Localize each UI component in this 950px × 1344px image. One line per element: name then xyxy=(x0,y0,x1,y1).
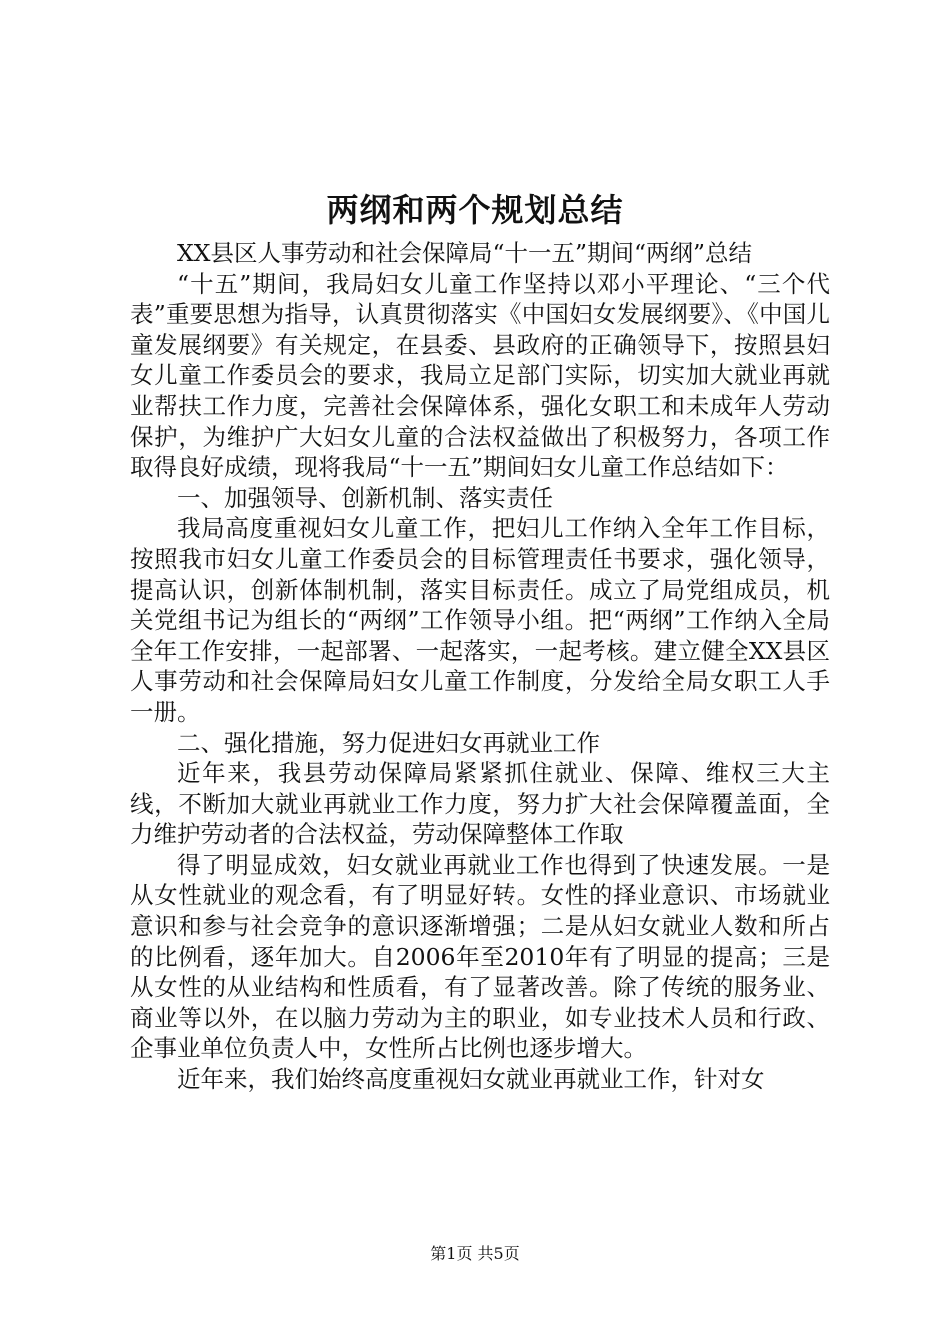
document-title: 两纲和两个规划总结 xyxy=(326,191,624,229)
section-2-paragraph-2: 得了明显成效，妇女就业再就业工作也得到了快速发展。一是从女性就业的观念看，有了明显好转。女性的择业意识、市场就业意识和参与社会竞争的意识逐渐增强；二是从妇女就业人数和所占的比例看，逐年加大。自2006年至2010年有了明显的提高；三是从女性的从业结构和性质看，有了显著改善。除了传统的服务业、商业等以外，在以脑力劳动为主的职业，如专业技术人员和行政、企事业单位负责人中，女性所占比例也逐步增大。 xyxy=(130,850,830,1063)
page-footer: 第1页 共5页 xyxy=(430,1244,520,1263)
section-1-paragraph: 我局高度重视妇女儿童工作，把妇儿工作纳入全年工作目标，按照我市妇女儿童工作委员会的目标管理责任书要求，强化领导，提高认识，创新体制机制，落实目标责任。成立了局党组成员，机关党组书记为组长的“两纲”工作领导小组。把“两纲”工作纳入全局全年工作安排，一起部署、一起落实，一起考核。建立健全XX县区人事劳动和社会保障局妇女儿童工作制度，分发给全局女职工人手一册。 xyxy=(130,514,830,726)
document-body xyxy=(130,238,830,1095)
section-heading-2: 二、强化措施，努力促进妇女再就业工作 xyxy=(177,728,600,757)
intro-paragraph: “十五”期间，我局妇女儿童工作坚持以邓小平理论、“三个代表”重要思想为指导，认真贯彻落实《中国妇女发展纲要》、《中国儿童发展纲要》有关规定，在县委、县政府的正确领导下，按照县妇女儿童工作委员会的要求，我局立足部门实际，切实加大就业再就业帮扶工作力度，完善社会保障体系，强化女职工和未成年人劳动保护，为维护广大妇女儿童的合法权益做出了积极努力，各项工作取得良好成绩，现将我局“十一五”期间妇女儿童工作总结如下： xyxy=(130,269,830,482)
section-2-paragraph-3: 近年来，我们始终高度重视妇女就业再就业工作，针对女 xyxy=(177,1065,765,1094)
section-2-paragraph-1: 近年来，我县劳动保障局紧紧抓住就业、保障、维权三大主线，不断加大就业再就业工作力度，努力扩大社会保障覆盖面，全力维护劳动者的合法权益，劳动保障整体工作取 xyxy=(130,759,830,849)
section-heading-1: 一、加强领导、创新机制、落实责任 xyxy=(177,483,553,512)
subtitle-paragraph: XX县区人事劳动和社会保障局“十一五”期间“两纲”总结 xyxy=(177,239,753,267)
